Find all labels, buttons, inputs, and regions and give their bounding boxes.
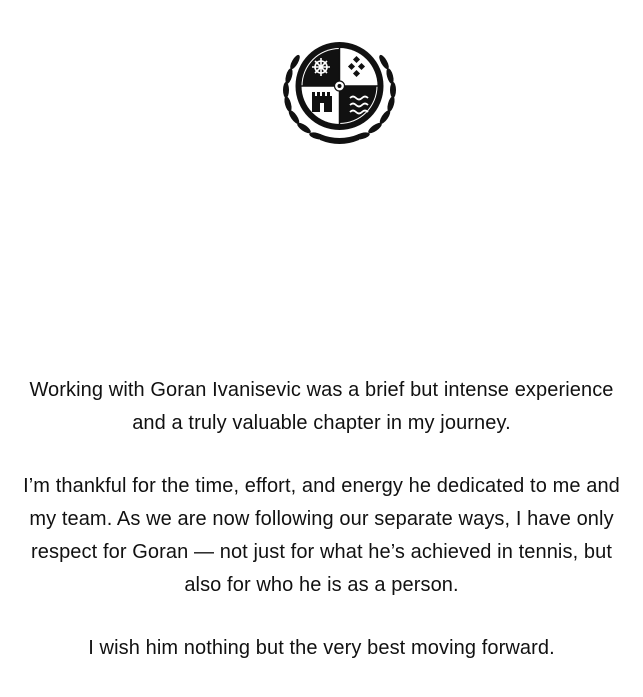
laurel-crest-icon xyxy=(272,30,407,150)
statement-text xyxy=(20,374,623,665)
statement-paragraph-1: Working with Goran Ivanisevic was a brief but intense experience and a truly valuable chapter in my journey. xyxy=(29,379,614,434)
statement-paragraph-3: I wish him nothing but the very best moving forward. xyxy=(88,637,555,659)
statement-paragraph-2: I’m thankful for the time, effort, and energy he dedicated to me and my team. As we are now following our separate ways, I have only respect for Goran — not just for what he’s achieved in tennis, but also for who he is as a person. xyxy=(23,475,620,596)
crest-logo xyxy=(272,30,407,150)
